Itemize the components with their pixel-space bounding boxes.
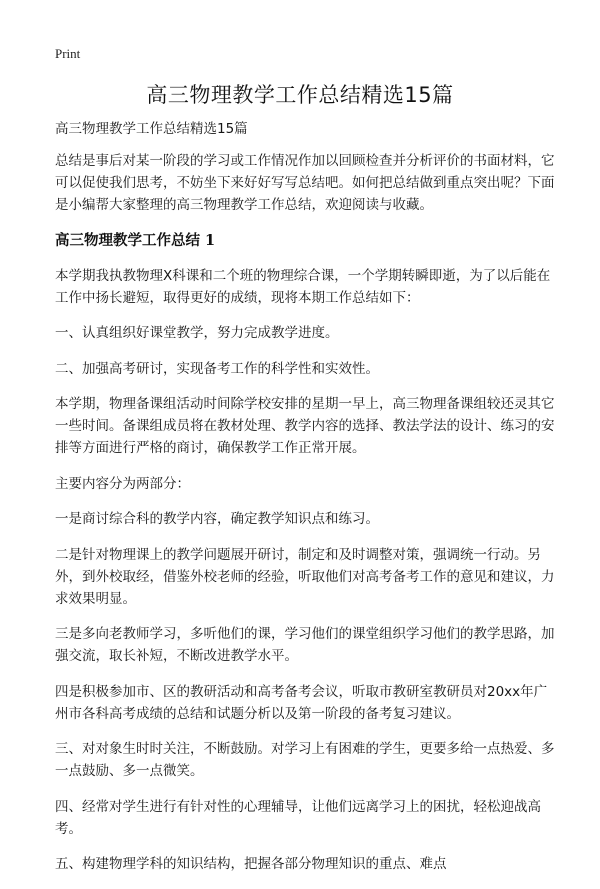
body-paragraph: 四、经常对学生进行有针对性的心理辅导，让他们远离学习上的困扰，轻松迎战高考。 [55,798,541,837]
document-subtitle: 高三物理教学工作总结精选15篇 [55,121,248,137]
document-body [55,118,555,889]
body-paragraph: 二、加强高考研讨，实现备考工作的科学性和实效性。 [55,360,379,377]
body-paragraph: 本学期我执教物理X科课和二个班的物理综合课，一个学期转瞬即逝，为了以后能在工作中扬长避短，取得更好的成绩，现将本期工作总结如下： [55,267,551,306]
body-paragraph: 三是多向老教师学习，多听他们的课，学习他们的课堂组织学习他们的教学思路，加强交流，取长补短，不断改进教学水平。 [55,626,555,664]
document-title: 高三物理教学工作总结精选15篇 [146,83,454,107]
body-paragraph: 二是针对物理课上的教学问题展开研讨，制定和及时调整对策，强调统一行动。另外，到外校取经，借鉴外校老师的经验，听取他们对高考备考工作的意见和建议，力求效果明显。 [55,546,555,607]
section-heading: 高三物理教学工作总结 1 [55,231,216,249]
intro-paragraph: 总结是事后对某一阶段的学习或工作情况作加以回顾检查并分析评价的书面材料，它可以促使我们思考，不妨坐下来好好写写总结吧。如何把总结做到重点突出呢？下面是小编帮大家整理的高三物理教学工作总结，欢迎阅读与收藏。 [55,153,555,213]
body-paragraph: 四是积极参加市、区的教研活动和高考备考会议，听取市教研室教研员对20xx年广州市各科高考成绩的总结和试题分析以及第一阶段的备考复习建议。 [55,683,548,722]
body-paragraph: 主要内容分为两部分： [55,475,190,492]
body-paragraph: 三、对对象生时时关注，不断鼓励。对学习上有困难的学生，更要多给一点热爱、多一点鼓励、多一点微笑。 [55,741,555,779]
body-paragraph: 一是商讨综合科的教学内容，确定教学知识点和练习。 [55,511,379,527]
print-label: Print [55,46,81,61]
body-paragraph: 一、认真组织好课堂教学，努力完成教学进度。 [55,325,339,341]
body-paragraph: 本学期，物理备课组活动时间除学校安排的星期一早上，高三物理备课组较还灵其它一些时间。备课组成员将在教材处理、教学内容的选择、教法学法的设计、练习的安排等方面进行严格的商讨，确保教学工作正常开展。 [55,396,555,456]
body-paragraph: 五、构建物理学科的知识结构，把握各部分物理知识的重点、难点 [55,856,447,872]
